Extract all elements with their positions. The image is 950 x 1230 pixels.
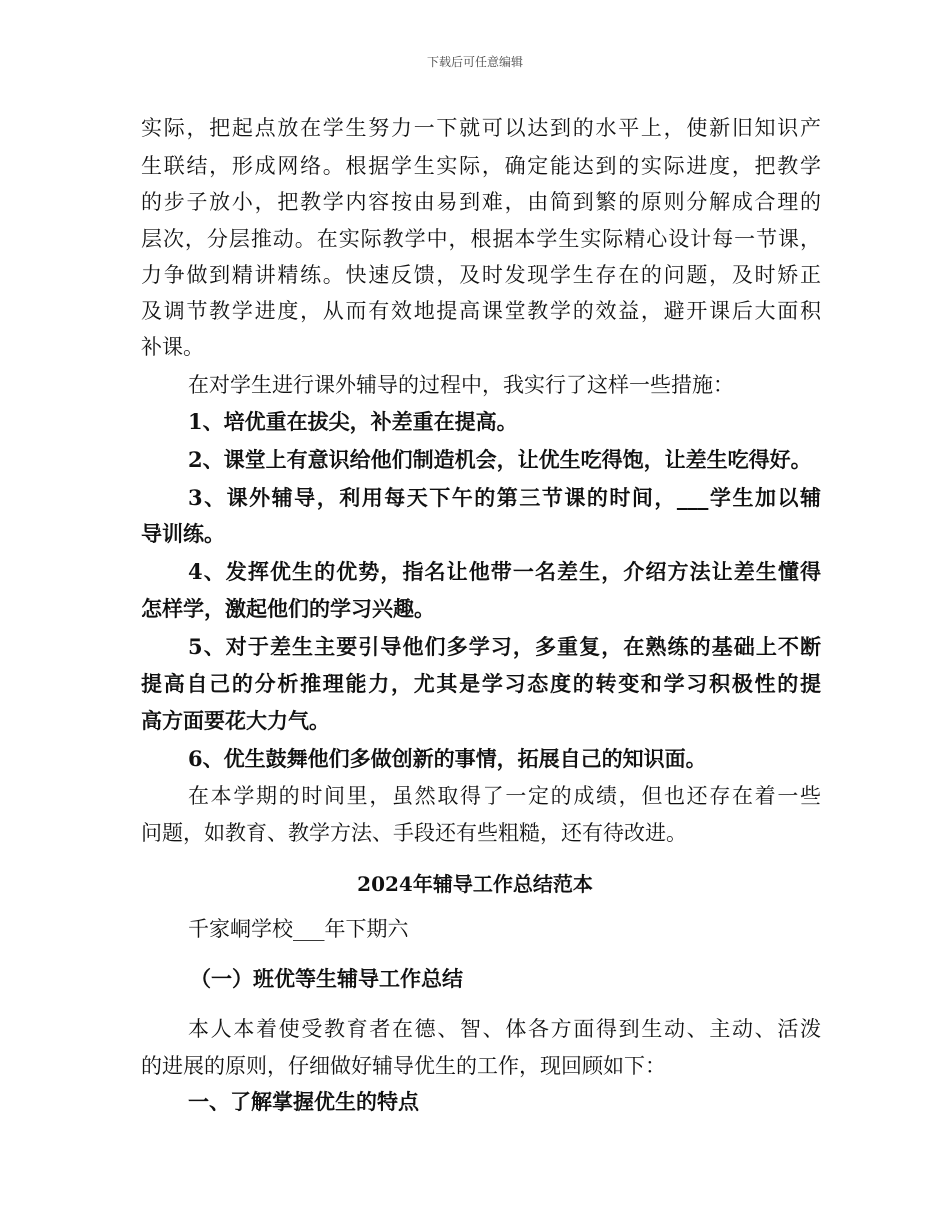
paragraph-line: 在本学期的时间里，虽然取得了一定的成绩，但也还存在着一些 xyxy=(188,784,821,808)
paragraph-line: 本人本着使受教育者在德、智、体各方面得到生动、主动、活泼 xyxy=(188,1017,821,1041)
paragraph-line: 问题，如教育、教学方法、手段还有些粗糙，还有待改进。 xyxy=(141,821,687,845)
page-header-note: 下载后可任意编辑 xyxy=(426,55,523,69)
school-line: 千家峒学校___年下期六 xyxy=(188,917,409,941)
measure-item-3: 3、课外辅导，利用每天下午的第三节课的时间，___学生加以辅 xyxy=(188,485,821,510)
subheading: （一）班优等生辅导工作总结 xyxy=(190,966,463,991)
section-title: 2024年辅导工作总结范本 xyxy=(357,872,593,896)
measure-item-5-cont: 高方面要花大力气。 xyxy=(141,708,330,733)
measure-item-5-cont: 提高自己的分析推理能力，尤其是学习态度的转变和学习积极性的提 xyxy=(141,671,821,696)
measure-item-4-cont: 怎样学，激起他们的学习兴趣。 xyxy=(141,596,435,621)
point-heading: 一、了解掌握优生的特点 xyxy=(188,1089,419,1114)
paragraph-line: 的进展的原则，仔细做好辅导优生的工作，现回顾如下： xyxy=(141,1054,666,1078)
paragraph-line: 的步子放小，把教学内容按由易到难，由简到繁的原则分解成合理的 xyxy=(141,190,821,214)
paragraph-line: 力争做到精讲精练。快速反馈，及时发现学生存在的问题，及时矫正 xyxy=(141,263,821,287)
paragraph-line: 生联结，形成网络。根据学生实际，确定能达到的实际进度，把教学 xyxy=(141,154,821,178)
measure-item-4: 4、发挥优生的优势，指名让他带一名差生，介绍方法让差生懂得 xyxy=(188,559,821,584)
measure-item-5: 5、对于差生主要引导他们多学习，多重复，在熟练的基础上不断 xyxy=(188,634,821,659)
measure-item-2: 2、课堂上有意识给他们制造机会，让优生吃得饱，让差生吃得好。 xyxy=(188,447,812,472)
measure-item-6: 6、优生鼓舞他们多做创新的事情，拓展自己的知识面。 xyxy=(188,746,707,771)
paragraph-line: 层次，分层推动。在实际教学中，根据本学生实际精心设计每一节课， xyxy=(141,227,821,251)
paragraph-line: 在对学生进行课外辅导的过程中，我实行了这样一些措施： xyxy=(188,373,734,397)
paragraph-line: 实际，把起点放在学生努力一下就可以达到的水平上，使新旧知识产 xyxy=(141,116,821,140)
paragraph-line: 补课。 xyxy=(141,335,204,359)
measure-item-1: 1、培优重在拔尖，补差重在提高。 xyxy=(188,409,518,434)
measure-item-3-cont: 导训练。 xyxy=(141,521,225,546)
paragraph-line: 及调节教学进度，从而有效地提高课堂教学的效益，避开课后大面积 xyxy=(141,299,821,323)
